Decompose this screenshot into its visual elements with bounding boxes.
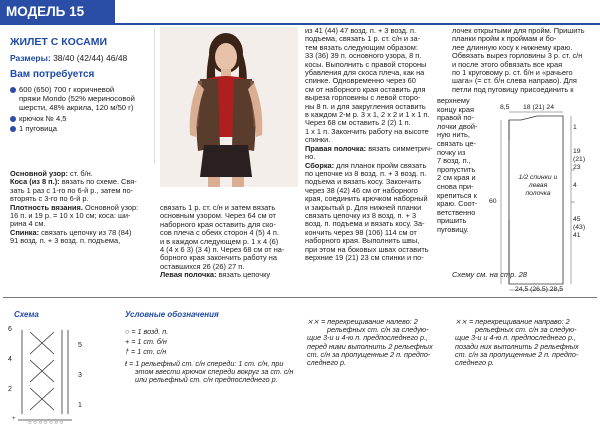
req-yarn (10, 85, 150, 94)
col4-line: петли под пуговицу присоединить к (452, 84, 574, 94)
req-button-text: 1 пуговица (19, 124, 57, 133)
col4-narrow-line: верхнему (437, 96, 470, 105)
col1-line: 16 п. и 19 р. = 10 х 10 см; коса: ши- (10, 211, 131, 221)
col3-line: 33 (36) 39 п. основного узора, 8 п. (305, 51, 422, 61)
col2-l9-text: вязать цепочку (218, 270, 271, 280)
col3-line: края, соединить крючком наборный (305, 194, 428, 204)
column-3 (305, 27, 445, 262)
col4-narrow-line: ную нить, (437, 130, 470, 140)
symbol-chain-text: = 1 возд. п. (131, 327, 169, 336)
col1-l8-label: Спинка: (10, 227, 40, 237)
col4-line: шага» (= ст. б/н слева направо). Для (452, 76, 577, 86)
legend-line: позади них выполнить 2 рельефных (455, 341, 579, 351)
col4-narrow-line: краю. Соот- (437, 199, 478, 209)
bullet-icon (10, 87, 16, 93)
req-yarn-line1: 600 (650) 700 г коричневой (19, 85, 115, 94)
col1-line: вторять с 3-го по 6-й р. (10, 194, 89, 204)
col1-line: 91 возд. п. + 3 возд. п. подъема, (10, 236, 121, 246)
svg-text:+: + (12, 416, 16, 422)
col3-line: спинке. Одновременно через 60 (305, 76, 416, 86)
col3-l17-text: для планок пройм связать (336, 160, 427, 170)
col1-line: зать 1 раз с 1-го по 6-й р., затем по- (10, 185, 134, 195)
row-number: 2 (8, 386, 12, 393)
see-schema-note: Схему см. на стр. 28 (452, 270, 528, 279)
symbol-relief-line: этом ввести крючок спереди вокруг за ст. с/н (135, 367, 294, 377)
dim-4: 4 (573, 182, 577, 189)
symbol-relief-text: = 1 рельефный ст. с/н спереди: 1 ст. с/н, при (129, 359, 284, 368)
req-yarn-line3: шерсти, 48% акрила, 120 м/50 г) (19, 103, 134, 112)
dim-21: (21) (573, 156, 586, 163)
col3-line: возд. п. подъема и вязать косу. За- (305, 219, 425, 229)
req-hook (10, 114, 150, 123)
col3-line: из 41 (44) 47 возд. п. + 3 возд. п. (305, 26, 417, 35)
col4-line: планки пройм к проймам и бо- (452, 34, 557, 44)
dim-43: (43) (573, 224, 586, 231)
col4-narrow-line: связать це- (437, 138, 476, 148)
req-hook-text: крючок № 4,5 (19, 114, 67, 123)
col2-line: сов плеча с обеих сторон 4 (5) 4 п. (160, 228, 279, 238)
col3-line: ны 8 п. и для закругления оставить (305, 101, 426, 111)
col3-line: при этом на боковых швах оставить (305, 244, 429, 254)
dim-top: 18 (21) 24 (523, 104, 554, 111)
legend-line: рельефных ст. с/н за следую- (327, 325, 429, 335)
header-rule (0, 23, 600, 25)
col4-narrow-line: снова при- (437, 181, 474, 191)
bullet-icon (10, 116, 16, 122)
col3-line: наборного края. Выполнить швы, (305, 236, 420, 246)
col4-narrow-line: пропустить (437, 164, 476, 174)
symbol-dc-text: = 1 ст. с/н (131, 347, 167, 356)
col4-narrow-line: крепиться к (437, 190, 477, 200)
col3-line: выреза горловины с левой сторо- (305, 93, 421, 103)
dim-19: 19 (573, 148, 581, 155)
col3-line: верхние 19 (21) 23 см спинки и по- (305, 252, 424, 262)
col2-line (160, 271, 300, 279)
col2-l9-label: Левая полочка: (160, 270, 217, 280)
sizes-value: 38/40 (42/44) 46/48 (53, 53, 128, 63)
symbol-relief (125, 360, 305, 385)
col3-line: по цепочке из 8 возд. п. + 3 возд. п. (305, 168, 427, 178)
legend-line: ст. с/н за пропущенные 2 п. предпо- (455, 349, 579, 359)
col3-line: косы. Выполнить с правой стороны (305, 59, 427, 69)
col1-l8-text: связать цепочку из 78 (84) (41, 227, 132, 237)
col3-line: через 38 (42) 46 см от наборного (305, 185, 418, 195)
column-1 (10, 170, 150, 246)
dim-8-5: 8,5 (500, 104, 510, 111)
crochet-chart-drawing (8, 326, 108, 426)
col1-l5-text: Основной узор: (84, 202, 139, 212)
requirements-title: Вам потребуется (10, 69, 95, 80)
legend-cross-left-a: = перекрещивание налево: 2 (321, 317, 418, 326)
legend-line: перед ними выполнить 2 рельефных (307, 341, 433, 351)
symbol-sc-text: = 1 ст. б/н (131, 337, 167, 346)
symbols-title: Условные обозначения (125, 310, 219, 319)
col2-line: и в каждом следующем р. 1 х 4 (6) (160, 236, 279, 246)
row-number: 4 (8, 356, 12, 363)
symbol-dc (125, 348, 166, 356)
col1-l1-text: ст. б/н. (70, 169, 93, 178)
pattern-label: 1/2 спинки и левая полочка (518, 174, 558, 197)
col3-line: Через 68 см оставить 2 (2) 1 п. (305, 118, 411, 128)
col1-l2-label: Коса (из 8 п.): (10, 177, 60, 187)
col3-line: подъема и вязать косу. Закончить (305, 177, 422, 187)
model-header: МОДЕЛЬ 15 (0, 0, 115, 23)
col3-line: в каждом 2-м р. 3 х 1, 2 х 2 и 1 х 1 п. (305, 110, 430, 120)
column-4-narrow (437, 97, 489, 235)
col4-line: лочек открытыми для пройм. Пришить (452, 26, 585, 35)
col4-narrow-line: пришить (437, 216, 467, 226)
column-4 (452, 27, 597, 94)
col3-line: кончить через 98 (106) 114 см от (305, 227, 417, 237)
legend-line: ст. с/н за пропущенные 2 п. предпо- (307, 349, 431, 359)
col1-l2-text: вязать по схеме. Свя- (61, 177, 137, 187)
col4-narrow-line: 2 см края и (437, 173, 476, 183)
col3-line: и закрытый р. Для нижней планки (305, 202, 422, 212)
col2-line: основным узором. Через 64 см от (160, 211, 276, 221)
sizes-label: Размеры: (10, 53, 51, 63)
col3-line: убавления для скоса плеча, как на (305, 68, 425, 78)
double-crochet-icon: † (125, 347, 131, 356)
legend-line: следнего р. (307, 358, 346, 368)
col4-narrow-line: 7 возд. п., (437, 156, 471, 166)
col3-line (305, 145, 445, 153)
col3-line: спинки. (305, 135, 331, 145)
bullet-icon (10, 126, 16, 132)
model-photo-image (160, 27, 298, 187)
legend-line: щие 3-и и 4-ю п. предпоследнего р., (307, 333, 428, 343)
col3-l15-text: вязать симметрич- (368, 143, 433, 153)
col3-line: но. (305, 152, 316, 162)
sizes (10, 53, 127, 63)
req-button (10, 124, 150, 133)
dim-1: 1 (573, 124, 577, 131)
single-crochet-icon: + (125, 337, 132, 346)
legend-line: следнего р. (455, 358, 494, 368)
legend-cross-left (307, 318, 447, 367)
row-number: 3 (78, 372, 82, 379)
col1-l1-label: Основной узор: (10, 169, 68, 178)
column-2 (160, 204, 300, 280)
garment-title: ЖИЛЕТ С КОСАМИ (10, 36, 108, 48)
col3-l17-label: Сборка: (305, 160, 335, 170)
cross-right-icon: ⨯⨯ (455, 317, 470, 326)
col3-l15-label: Правая полочка: (305, 143, 367, 153)
row-number: 6 (8, 326, 12, 333)
col1-line: рина 4 см. (10, 219, 46, 229)
row-number: 1 (78, 402, 82, 409)
col3-line: связать цепочку из 8 возд. п. + 3 (305, 210, 417, 220)
col2-line: оставшихся 26 (26) 27 п. (160, 261, 245, 271)
symbol-chain (125, 328, 168, 336)
col3-line: тем вязать следующим образом: (305, 42, 418, 52)
col3-line: 1 х 1 п. Закончить работу на высоте (305, 126, 429, 136)
legend-cross-right (455, 318, 597, 367)
col3-line: см от наборного края оставить для (305, 84, 426, 94)
col2-line: наборного края оставить для ско- (160, 219, 276, 229)
col2-line: 4 (4 х 6 3) (3 4) п. Через 68 см от на- (160, 245, 285, 255)
col2-line: борного края закончить работу на (160, 253, 277, 263)
col2-line: связать 1 р. ст. с/н и затем вязать (160, 203, 276, 212)
col4-narrow-line: почку из (437, 147, 466, 157)
model-photo (160, 27, 298, 187)
col4-line: и после этого обвязать все края (452, 59, 563, 69)
section-divider (3, 297, 597, 298)
legend-cross-right-a: = перекрещивание направо: 2 (469, 317, 570, 326)
col4-narrow-line: правой по- (437, 113, 474, 123)
dim-bottom: 24,5 (26,5) 28,5 (515, 286, 563, 293)
dim-60: 60 (489, 198, 497, 205)
legend-line: щие 3-и и 4-ю п. предпоследнего р., (455, 333, 576, 343)
dim-23: 23 (573, 164, 581, 171)
pattern-outline (487, 110, 587, 295)
symbol-relief-line: или рельефный ст. с/н предпоследнего р. (135, 375, 278, 385)
col3-line: подъема, связать 1 р. ст. с/н и за- (305, 34, 421, 44)
col4-narrow-line: ветственно (437, 207, 476, 217)
schema-title: Схема (14, 310, 39, 319)
req-yarn-line2: пряжи Mondo (52% мериносовой (19, 94, 135, 103)
row-number: 5 (78, 342, 82, 349)
legend-line: рельефных ст. с/н за следую- (475, 325, 577, 335)
dim-41: 41 (573, 232, 581, 239)
pattern-diagram (487, 104, 587, 295)
dim-45: 45 (573, 216, 581, 223)
col4-narrow-line: концу края (437, 104, 474, 114)
col1-l5-label: Плотность вязания. (10, 202, 83, 212)
cross-left-icon: ⨯⨯ (307, 317, 322, 326)
chain-icon: ○ (125, 327, 132, 336)
col4-line: Обвязать вырез горловины 3 р. ст. с/н (452, 51, 583, 61)
col4-line: по 1 круговому р. ст. б/н и «рачьего (452, 68, 573, 78)
col4-line: лее длинную косу к нижнему краю. (452, 42, 573, 52)
svg-text:○ ○ ○ ○ ○ ○ ○: ○ ○ ○ ○ ○ ○ ○ (28, 420, 64, 426)
col4-narrow-line: лочки двой- (437, 121, 478, 131)
crochet-chart (8, 326, 108, 426)
relief-stitch-icon: ŧ (125, 359, 129, 368)
symbol-sc (125, 338, 167, 346)
col4-narrow-line: пуговицу. (437, 224, 469, 234)
